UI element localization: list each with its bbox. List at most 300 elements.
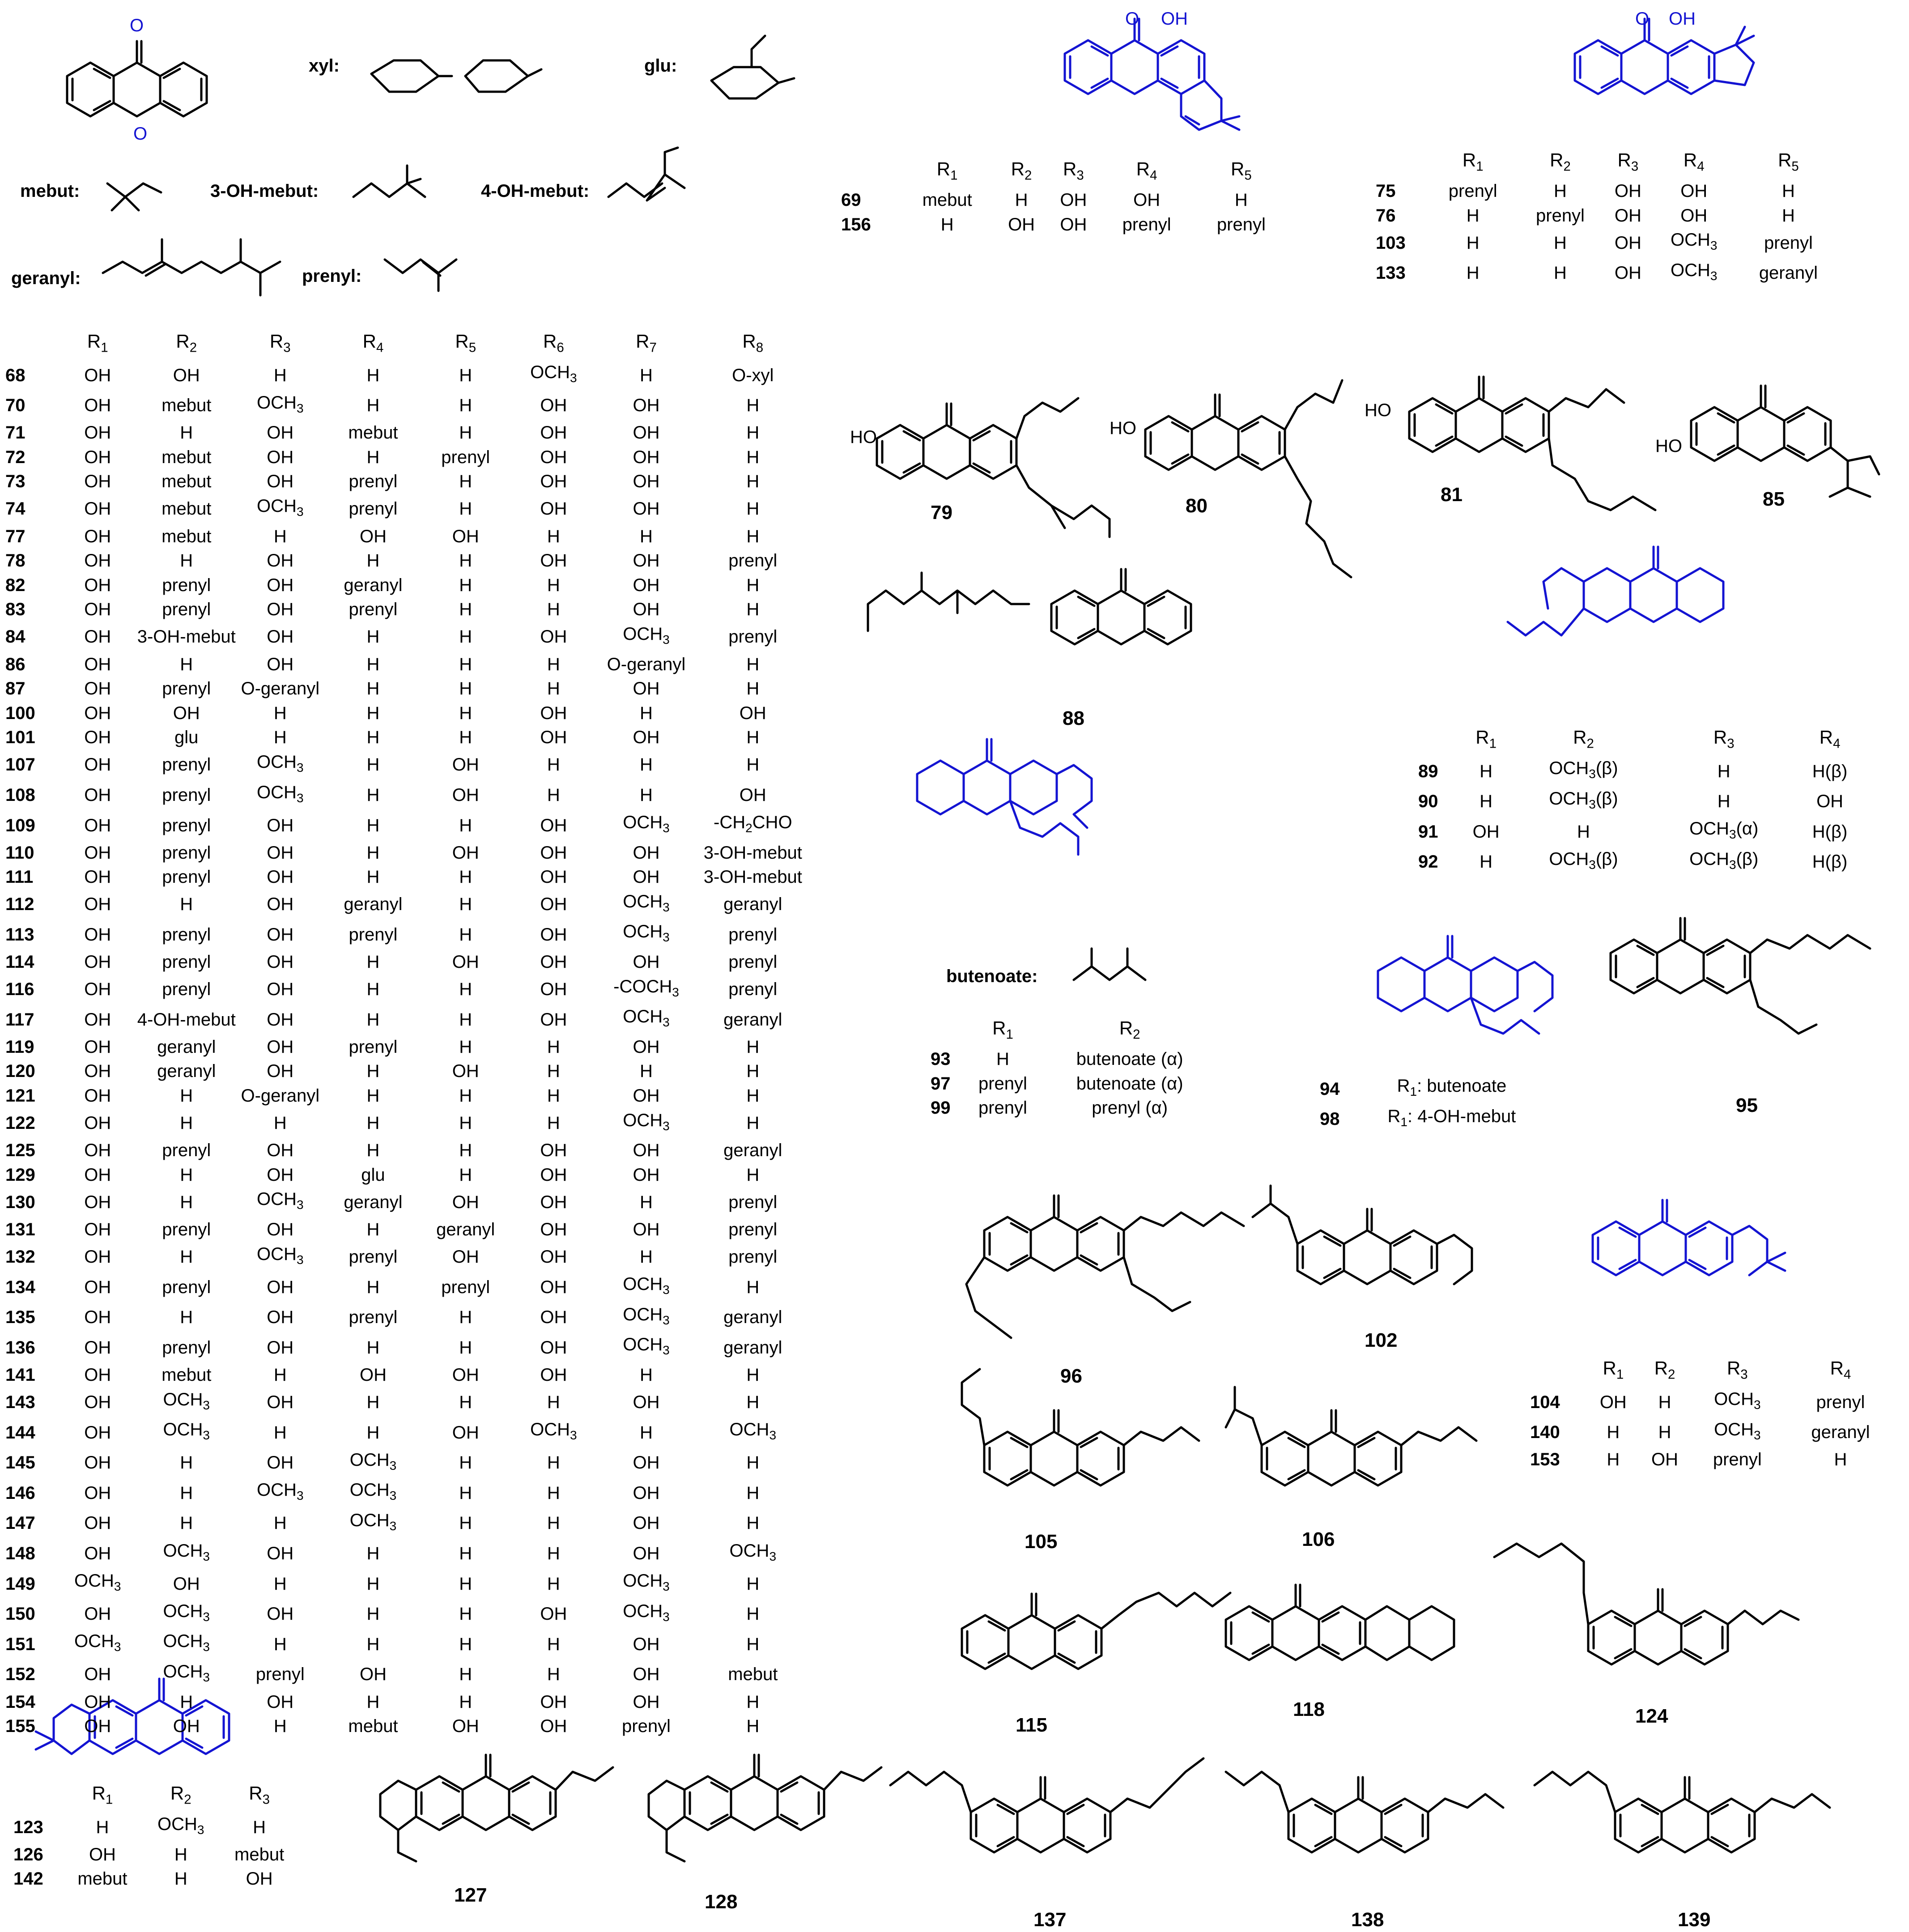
table-row	[5, 622, 811, 652]
table-cell: $OCH_3$	[623, 1571, 670, 1594]
table-cell: $OCH_3$	[623, 1601, 670, 1624]
table-row	[1418, 787, 1866, 817]
table-cell: prenyl	[162, 679, 211, 699]
label-128: 128	[705, 1891, 738, 1913]
header-blank	[1376, 148, 1429, 179]
table-cell: OH	[84, 526, 111, 546]
table-cell: $OCH_3$	[157, 1814, 204, 1837]
table-cell: H	[547, 1392, 560, 1413]
table-cell: H	[459, 815, 472, 835]
table-cell: H	[366, 815, 380, 835]
compound-id: 74	[5, 499, 26, 519]
table-cell: OH	[540, 499, 567, 519]
table-cell: prenyl	[728, 952, 778, 972]
header-r1: $R_1$	[1475, 726, 1497, 751]
compound-id: 151	[5, 1634, 35, 1654]
table-cell: H	[180, 1307, 193, 1328]
table-row	[5, 841, 811, 865]
table-row	[5, 1714, 811, 1739]
table-cell: prenyl	[162, 1220, 211, 1239]
table-cell: prenyl	[349, 472, 398, 492]
table-cell: $OCH_3$	[530, 362, 577, 385]
table-cell: mebut	[77, 1869, 128, 1889]
header-r1: $R_1$	[92, 1782, 113, 1807]
compound-id: 135	[5, 1307, 35, 1328]
table-row	[13, 1867, 300, 1891]
table-cell: OH	[452, 1247, 479, 1267]
table-cell: prenyl	[162, 979, 211, 1000]
table-cell: prenyl	[349, 924, 398, 945]
table-cell: H	[746, 1061, 760, 1081]
table-cell: OH	[1614, 205, 1641, 226]
table-cell: H	[640, 703, 653, 723]
table-cell: H	[1234, 190, 1248, 210]
table-cell: $OCH_3$	[74, 1571, 121, 1594]
compound-id: 114	[5, 952, 34, 972]
table-cell: OH	[267, 1453, 294, 1473]
table-cell: geranyl	[723, 1140, 782, 1161]
table-cell: H	[273, 1634, 287, 1654]
table-cell: $OCH_3$	[163, 1631, 210, 1654]
table-cell: OH	[267, 1140, 294, 1161]
table-cell: OH	[267, 627, 294, 647]
table-cell: OH	[84, 867, 111, 887]
table-cell: H	[180, 1165, 193, 1185]
table-cell: H	[459, 551, 472, 571]
table-cell: $OCH_3$	[623, 624, 670, 647]
table-cell: OH	[1816, 792, 1844, 812]
table-cell: prenyl	[255, 1664, 305, 1685]
table-cell: OH	[84, 472, 111, 492]
table-cell: H	[1480, 761, 1493, 781]
table-93-header	[931, 1016, 1217, 1047]
table-cell: mebut	[348, 1716, 398, 1736]
table-cell: H	[174, 1844, 187, 1864]
table-cell: OH	[633, 1634, 660, 1654]
table-cell: H	[180, 1692, 193, 1712]
table-cell: H	[366, 755, 380, 775]
label-butenoate: butenoate:	[946, 966, 1038, 986]
table-cell: $OCH_3$	[623, 1110, 670, 1133]
table-cell: H	[746, 1692, 760, 1712]
table-cell: OH	[173, 1574, 200, 1594]
table-cell: OH	[452, 785, 479, 805]
table-cell: H	[366, 396, 380, 416]
table-cell: prenyl	[349, 1037, 398, 1057]
table-cell: OH	[84, 1453, 111, 1473]
table-cell: geranyl	[157, 1061, 216, 1081]
table-cell: prenyl	[728, 1247, 778, 1267]
table-cell: H	[180, 894, 193, 915]
table-cell: $OCH_3$	[623, 922, 670, 945]
table-row	[5, 1387, 811, 1418]
table-cell: prenyl	[349, 1247, 398, 1267]
table-cell: OH	[540, 1277, 567, 1297]
table-cell: prenyl (α)	[1092, 1098, 1168, 1118]
table-cell: H	[1781, 181, 1795, 201]
table-cell: prenyl	[1216, 214, 1266, 234]
table-cell: OH	[84, 654, 111, 674]
table-cell: OH	[267, 894, 294, 915]
table-cell: prenyl	[349, 1307, 398, 1328]
table-cell: $OCH_3(\beta)$	[1549, 849, 1618, 872]
table-cell: H	[180, 1192, 193, 1212]
label-4-oh-mebut: 4-OH-mebut:	[481, 181, 590, 201]
table-cell: prenyl	[978, 1098, 1027, 1118]
table-cell: OH	[633, 499, 660, 519]
table-cell: OH	[540, 1604, 567, 1624]
table-cell: prenyl	[162, 843, 211, 863]
table-row	[5, 1084, 811, 1108]
table-cell: H	[366, 1113, 380, 1133]
table-cell: $-CH_2CHO$	[714, 813, 792, 835]
table-cell: OH	[540, 815, 567, 835]
table-cell: OH	[1472, 821, 1500, 842]
header-r4: $R_4$	[1819, 726, 1841, 751]
header-r4: $R_4$	[362, 330, 384, 355]
compound-id: 84	[5, 627, 26, 647]
table-cell: H	[746, 654, 760, 674]
compound-id: 103	[1376, 233, 1406, 253]
table-cell: H	[1781, 205, 1795, 226]
table-cell: OH	[84, 1061, 111, 1081]
header-r5: $R_5$	[455, 330, 476, 355]
table-cell: H	[746, 1574, 760, 1594]
table-cell: OH	[540, 1337, 567, 1358]
table-cell: OH	[84, 894, 111, 915]
table-cell: H	[640, 365, 653, 385]
table-104-153	[1530, 1356, 1897, 1472]
table-cell: OH	[84, 843, 111, 863]
table-row	[5, 975, 811, 1005]
table-row	[5, 1272, 811, 1302]
table-cell: OH	[540, 894, 567, 915]
table-row	[5, 1478, 811, 1508]
table-93-99	[931, 1016, 1217, 1120]
table-cell: geranyl	[723, 1307, 782, 1328]
table-cell: OH	[267, 924, 294, 945]
header-r8: $R_8$	[742, 330, 764, 355]
table-row	[5, 1138, 811, 1163]
table-cell: H	[366, 1061, 380, 1081]
table-row	[5, 1004, 811, 1035]
table-cell: prenyl	[349, 499, 398, 519]
header-r7: $R_7$	[636, 330, 657, 355]
table-cell: prenyl	[728, 551, 778, 571]
header-r1: $R_1$	[992, 1017, 1013, 1042]
table-row	[5, 889, 811, 920]
compound-id: 126	[13, 1844, 43, 1864]
table-cell: prenyl	[162, 867, 211, 887]
header-r4: $R_4$	[1683, 149, 1705, 174]
table-cell: OH	[267, 1604, 294, 1624]
c75-o: O	[1635, 9, 1650, 29]
table-row	[1376, 179, 1841, 204]
table-cell: OH	[267, 867, 294, 887]
table-cell: OH	[1599, 1392, 1627, 1412]
table-cell: prenyl	[728, 1220, 778, 1239]
table-cell: H	[547, 1453, 560, 1473]
compound-id: 92	[1418, 852, 1438, 872]
table-cell: prenyl	[162, 1140, 211, 1161]
compound-id: 110	[5, 843, 34, 863]
c75-oh: OH	[1669, 9, 1696, 29]
table-cell: OH	[84, 1664, 111, 1685]
header-r4: $R_4$	[1136, 158, 1157, 183]
table-cell: H	[1717, 792, 1730, 812]
table-cell: OH	[84, 952, 111, 972]
table-row	[931, 1096, 1217, 1120]
table-cell: H	[366, 1009, 380, 1030]
table-row	[1530, 1447, 1897, 1472]
table-cell: H	[459, 1692, 472, 1712]
table-cell: OH	[267, 952, 294, 972]
table-row	[1376, 204, 1841, 228]
label-96: 96	[1060, 1365, 1082, 1387]
header-blank	[931, 1016, 963, 1047]
table-cell: H	[180, 1483, 193, 1503]
table-cell: H	[273, 1716, 287, 1736]
table-cell: OH	[267, 815, 294, 835]
table-cell: OH	[540, 447, 567, 467]
table-cell: H	[459, 1664, 472, 1685]
table-cell: O-geranyl	[241, 1086, 320, 1106]
compound-id: 123	[13, 1817, 43, 1837]
compound-id: 70	[5, 396, 26, 416]
table-cell: H	[459, 654, 472, 674]
table-row	[5, 1302, 811, 1333]
table-cell: OH	[84, 924, 111, 945]
compound-id: 82	[5, 575, 26, 595]
table-cell: H	[1466, 205, 1480, 226]
table-cell: geranyl	[723, 1009, 782, 1030]
table-cell: $OCH_3$	[1670, 260, 1718, 283]
table-cell: H	[366, 979, 380, 1000]
table-cell: H	[459, 1453, 472, 1473]
table-cell: OH	[540, 1247, 567, 1267]
table-row	[5, 1629, 811, 1660]
table-cell: OH	[633, 472, 660, 492]
table-row	[5, 445, 811, 470]
table-cell: OH	[452, 952, 479, 972]
table-cell: OH	[359, 1365, 387, 1385]
label-81: 81	[1441, 484, 1463, 506]
table-89-92	[1418, 725, 1866, 877]
table-cell: H	[366, 1086, 380, 1106]
table-cell: H	[459, 600, 472, 620]
table-cell: $OCH_3(\beta)$	[1549, 788, 1618, 811]
label-geranyl: geranyl:	[11, 268, 81, 288]
compound-id: 112	[5, 894, 34, 915]
label-124: 124	[1635, 1705, 1668, 1727]
c79-ho: HO	[850, 427, 877, 447]
table-cell: H	[273, 703, 287, 723]
header-r2: $R_2$	[1573, 726, 1594, 751]
table-cell: H	[273, 1422, 287, 1443]
table-cell: $OCH_3$	[623, 813, 670, 835]
table-row	[5, 469, 811, 494]
table-cell: H	[940, 214, 954, 234]
compound-id: 93	[931, 1049, 951, 1069]
compound-id: 99	[931, 1098, 951, 1118]
table-cell: H	[366, 1422, 380, 1443]
table-cell: H	[640, 785, 653, 805]
carbonyl-o: O	[130, 16, 144, 35]
table-cell: $-COCH_3$	[613, 976, 679, 999]
table-cell: H	[459, 1086, 472, 1106]
table-cell: OH	[84, 703, 111, 723]
table-cell: OH	[633, 867, 660, 887]
table-cell: OH	[1060, 190, 1087, 210]
table-75-133	[1376, 148, 1841, 288]
compound-id: 76	[1376, 205, 1396, 226]
table-cell: H	[253, 1817, 266, 1837]
header-r2: $R_2$	[1550, 149, 1571, 174]
table-cell: $OCH_3(\beta)$	[1689, 849, 1759, 872]
compound-id: 150	[5, 1604, 35, 1624]
compound-id: 72	[5, 447, 26, 467]
table-cell: OH	[173, 1716, 200, 1736]
label-88: 88	[1063, 707, 1084, 729]
table-cell: H	[459, 627, 472, 647]
table-cell: OH	[633, 1513, 660, 1533]
table-row	[1376, 258, 1841, 289]
compound-id: 144	[5, 1422, 35, 1443]
header-r3: $R_3$	[1617, 149, 1639, 174]
table-row	[5, 780, 811, 811]
table-row	[5, 1599, 811, 1630]
main-table-header	[5, 329, 811, 360]
compound-id: 146	[5, 1483, 35, 1503]
table-cell: OH	[633, 396, 660, 416]
table-cell: H	[366, 1337, 380, 1358]
table-cell: OH	[633, 1220, 660, 1239]
table-cell: H	[366, 867, 380, 887]
table-cell: H	[366, 1604, 380, 1624]
table-cell: H(β)	[1812, 821, 1848, 842]
table-cell: prenyl	[162, 575, 211, 595]
table-cell: H	[1015, 190, 1028, 210]
table-cell: H	[746, 526, 760, 546]
table-cell: geranyl	[157, 1037, 216, 1057]
table-cell: OH	[359, 1664, 387, 1685]
table-cell: prenyl	[162, 924, 211, 945]
table-cell: OH	[84, 1277, 111, 1297]
table-cell: OH	[633, 1453, 660, 1473]
table-cell: 4-OH-mebut	[137, 1009, 236, 1030]
table-cell: OH	[84, 1009, 111, 1030]
table-cell: mebut	[922, 190, 972, 210]
compound-id: 86	[5, 654, 26, 674]
table-cell: H	[547, 1513, 560, 1533]
table-cell: H	[547, 600, 560, 620]
table-cell: H	[366, 1544, 380, 1564]
table-cell: OH	[267, 1220, 294, 1239]
compound-id: 141	[5, 1365, 35, 1385]
table-row	[13, 1812, 300, 1843]
compound-id: 109	[5, 815, 35, 835]
table-cell: H	[1834, 1450, 1847, 1470]
compound-id: 90	[1418, 792, 1438, 812]
main-substituent-table	[5, 329, 811, 1739]
table-cell: $OCH_3$	[349, 1450, 397, 1472]
table-cell: OH	[84, 551, 111, 571]
table-cell: glu	[174, 728, 199, 748]
table-cell: OH	[1614, 263, 1641, 283]
table-cell: H	[746, 679, 760, 699]
table-cell: H	[459, 472, 472, 492]
table-cell: OH	[267, 575, 294, 595]
compound-id: 107	[5, 755, 35, 775]
label-106: 106	[1302, 1528, 1335, 1550]
table-cell: $OCH_3$	[349, 1510, 397, 1533]
header-r1: $R_1$	[1462, 149, 1484, 174]
table-cell: H	[1554, 233, 1567, 253]
table-cell: prenyl	[1448, 181, 1497, 201]
table-cell: OH	[540, 472, 567, 492]
label-3-oh-mebut: 3-OH-mebut:	[210, 181, 319, 201]
table-cell: prenyl	[441, 447, 490, 467]
table-cell: prenyl	[162, 1277, 211, 1297]
table-cell: H	[273, 365, 287, 385]
table-cell: H	[1607, 1422, 1620, 1443]
table-cell: OH	[84, 1422, 111, 1443]
table-cell: H	[180, 1086, 193, 1106]
compound-id: 156	[841, 214, 871, 234]
table-cell: H	[366, 1634, 380, 1654]
table-row	[5, 701, 811, 726]
table-cell: H	[640, 526, 653, 546]
table-row	[5, 1035, 811, 1060]
table-cell: $OCH_3$	[623, 1335, 670, 1358]
table-cell: OH	[267, 843, 294, 863]
table-cell: H	[547, 526, 560, 546]
table-row	[1376, 228, 1841, 258]
label-mebut: mebut:	[20, 181, 80, 201]
table-row	[1320, 1104, 1552, 1135]
header-r2: $R_2$	[170, 1782, 191, 1807]
table-row	[5, 391, 811, 421]
table-cell: OH	[540, 627, 567, 647]
table-cell: OH	[84, 600, 111, 620]
table-row	[5, 421, 811, 445]
table-cell: H	[640, 1061, 653, 1081]
table-cell: H	[459, 396, 472, 416]
table-cell: OH	[84, 575, 111, 595]
table-cell: OH	[267, 1037, 294, 1057]
table-row	[5, 524, 811, 549]
table-row	[931, 1047, 1217, 1072]
table-cell: H	[366, 551, 380, 571]
compound-id: 111	[5, 867, 34, 887]
table-cell: H	[1466, 233, 1480, 253]
compound-id: 98	[1320, 1109, 1340, 1129]
compound-id: 69	[841, 190, 861, 210]
table-cell: H	[996, 1049, 1009, 1069]
table-cell: OH	[267, 979, 294, 1000]
table-cell: OH	[633, 575, 660, 595]
compound-id: 77	[5, 526, 26, 546]
table-cell: prenyl	[162, 755, 211, 775]
table-cell: $OCH_3$	[1714, 1419, 1761, 1442]
table-cell: H	[180, 423, 193, 443]
table-cell: OH	[633, 551, 660, 571]
header-blank	[1418, 725, 1459, 756]
header-r2: $R_2$	[1119, 1017, 1140, 1042]
table-cell: H	[547, 654, 560, 674]
table-cell: $OCH_3$	[257, 752, 304, 775]
table-cell: OH	[452, 755, 479, 775]
